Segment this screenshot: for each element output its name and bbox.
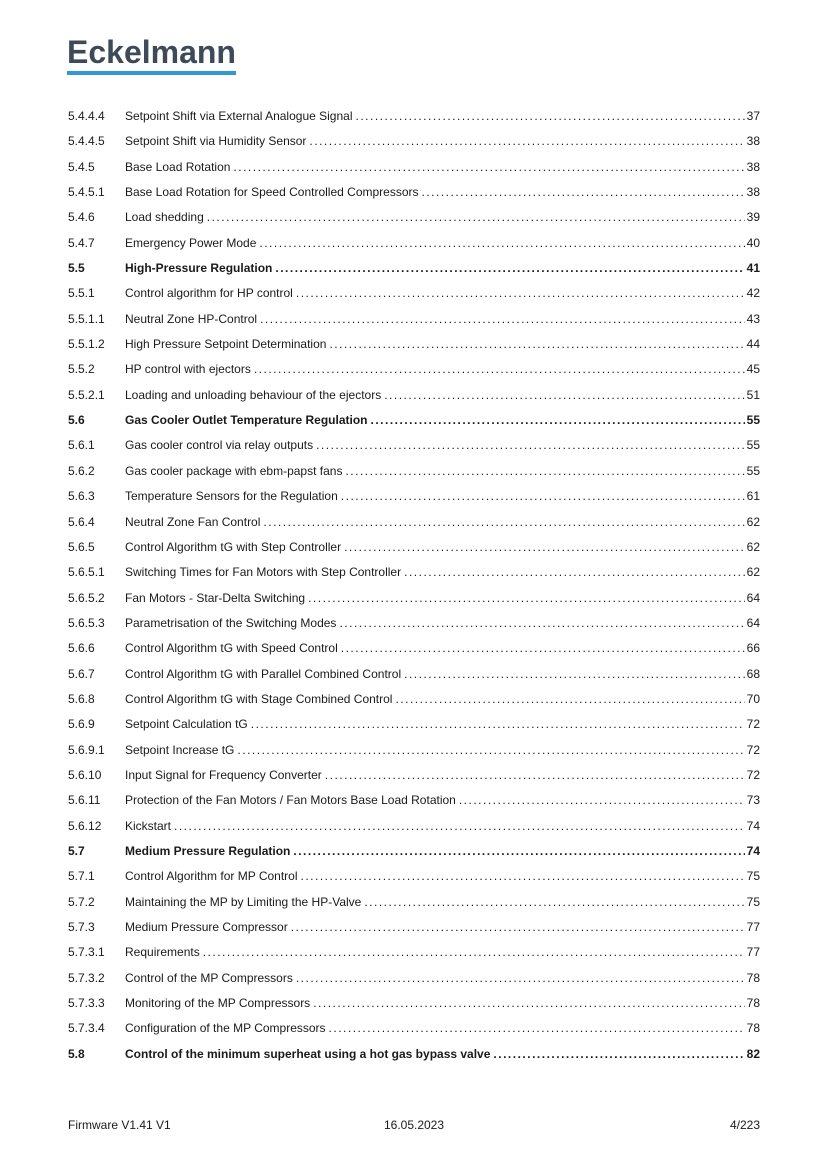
toc-entry-page: 38 (746, 159, 760, 174)
toc-leader-dots (237, 738, 744, 763)
toc-row (68, 459, 760, 484)
toc-leader-dots (233, 155, 744, 180)
toc-entry-number: 5.4.5 (68, 159, 95, 174)
toc-entry-number: 5.5.1.2 (68, 337, 105, 352)
toc-row (68, 1042, 760, 1067)
toc-entry-number: 5.4.5.1 (68, 185, 105, 200)
toc-entry-number: 5.6.5.3 (68, 615, 105, 630)
toc-entry-title: Base Load Rotation (125, 159, 231, 174)
toc-entry-number: 5.5.2 (68, 362, 95, 377)
toc-leader-dots (341, 636, 745, 661)
toc-entry-number: 5.6.4 (68, 514, 95, 529)
toc-entry-page: 77 (746, 920, 760, 934)
toc-row (68, 332, 760, 357)
toc-entry-title: Temperature Sensors for the Regulation (125, 489, 338, 504)
toc-entry-title: Control Algorithm tG with Parallel Combined Control (125, 666, 402, 681)
toc-entry-title: High Pressure Setpoint Determination (125, 337, 327, 352)
toc-leader-dots (422, 180, 745, 205)
toc-entry-page: 38 (746, 134, 760, 149)
toc-row (68, 560, 760, 585)
toc-row (68, 890, 760, 915)
toc-list (68, 104, 760, 1067)
toc-entry-title: Medium Pressure Regulation (125, 843, 291, 858)
toc-entry-page: 75 (746, 869, 760, 884)
toc-row (68, 155, 760, 180)
toc-row (68, 433, 760, 458)
toc-entry-page: 55 (746, 413, 760, 428)
toc-leader-dots (296, 966, 745, 991)
toc-entry-page: 42 (746, 286, 760, 301)
toc-leader-dots (207, 205, 745, 230)
toc-entry-number: 5.6.9.1 (68, 742, 105, 757)
toc-row (68, 915, 760, 940)
toc-entry-page: 77 (746, 945, 760, 960)
toc-entry-title: Setpoint Shift via External Analogue Signal (125, 109, 353, 123)
toc-leader-dots (291, 915, 745, 940)
footer-page-number: 4/223 (729, 1118, 761, 1132)
toc-entry-number: 5.6.8 (68, 691, 95, 706)
toc-row (68, 307, 760, 332)
toc-entry-title: Requirements (125, 945, 200, 960)
toc-row (68, 586, 760, 611)
toc-entry-title: Maintaining the MP by Limiting the HP-Valve (125, 894, 362, 909)
toc-entry-page: 72 (746, 767, 760, 782)
toc-leader-dots (325, 763, 745, 788)
toc-entry-title: Setpoint Shift via Humidity Sensor (125, 134, 307, 149)
toc-entry-title: Control Algorithm for MP Control (125, 869, 298, 884)
toc-entry-page: 68 (746, 666, 760, 681)
toc-entry-number: 5.6.1 (68, 438, 95, 453)
toc-entry-page: 74 (746, 818, 760, 833)
footer-date: 16.05.2023 (383, 1118, 445, 1132)
toc-entry-title: Control of the MP Compressors (125, 970, 293, 985)
toc-entry-title: Fan Motors - Star-Delta Switching (125, 590, 306, 605)
toc-entry-page: 75 (746, 894, 760, 909)
toc-entry-title: Control Algorithm tG with Speed Control (125, 641, 338, 656)
toc-entry-title: Gas cooler control via relay outputs (125, 438, 314, 453)
toc-entry-page: 39 (746, 210, 760, 225)
toc-entry-title: Configuration of the MP Compressors (125, 1021, 326, 1036)
toc-entry-page: 62 (746, 565, 760, 580)
toc-entry-number: 5.5.1.1 (68, 311, 105, 326)
toc-leader-dots (459, 788, 745, 813)
toc-entry-page: 64 (746, 590, 760, 605)
toc-entry-page: 78 (746, 970, 760, 985)
toc-row (68, 814, 760, 839)
toc-entry-title: High-Pressure Regulation (125, 261, 273, 276)
toc-entry-number: 5.6.7 (68, 666, 95, 681)
toc-entry-page: 38 (746, 185, 760, 200)
toc-entry-title: Control of the minimum superheat using a hot gas bypass valve (125, 1046, 491, 1061)
toc-row (68, 763, 760, 788)
toc-entry-title: Control Algorithm tG with Stage Combined Control (125, 691, 393, 706)
toc-leader-dots (404, 560, 745, 585)
toc-leader-dots (329, 1016, 745, 1041)
toc-entry-number: 5.6.2 (68, 463, 95, 478)
page-footer (68, 1118, 760, 1132)
toc-entry-page: 78 (746, 1021, 760, 1036)
toc-row (68, 510, 760, 535)
toc-row (68, 687, 760, 712)
toc-leader-dots (251, 712, 745, 737)
toc-leader-dots (174, 814, 745, 839)
toc-leader-dots (329, 332, 744, 357)
toc-entry-page: 61 (746, 489, 760, 504)
footer-firmware-version: Firmware V1.41 V1 (68, 1118, 171, 1132)
toc-entry-title: Setpoint Calculation tG (125, 717, 248, 732)
toc-leader-dots (308, 586, 745, 611)
toc-entry-title: Kickstart (125, 818, 172, 833)
toc-row (68, 940, 760, 965)
toc-leader-dots (259, 231, 744, 256)
toc-leader-dots (370, 408, 744, 433)
toc-leader-dots (339, 611, 744, 636)
toc-leader-dots (275, 256, 744, 281)
toc-entry-title: Load shedding (125, 210, 204, 225)
toc-entry-number: 5.6.12 (68, 818, 102, 833)
toc-leader-dots (301, 864, 745, 889)
toc-entry-number: 5.6.5 (68, 539, 95, 554)
toc-leader-dots (260, 307, 745, 332)
toc-row (68, 129, 760, 154)
toc-row (68, 1016, 760, 1041)
toc-entry-title: Protection of the Fan Motors / Fan Motors Base Load Rotation (125, 793, 456, 808)
toc-entry-number: 5.6.9 (68, 717, 95, 732)
toc-entry-page: 40 (746, 235, 760, 250)
toc-leader-dots (364, 890, 744, 915)
toc-leader-dots (404, 662, 745, 687)
toc-leader-dots (355, 104, 744, 129)
toc-entry-page: 62 (746, 539, 760, 554)
toc-entry-number: 5.7.2 (68, 894, 95, 909)
toc-entry-number: 5.8 (68, 1046, 85, 1061)
toc-leader-dots (309, 129, 744, 154)
toc-row (68, 712, 760, 737)
toc-row (68, 966, 760, 991)
toc-entry-page: 72 (746, 742, 760, 757)
toc-row (68, 611, 760, 636)
toc-row (68, 357, 760, 382)
toc-entry-number: 5.6 (68, 413, 85, 428)
toc-row (68, 864, 760, 889)
toc-row (68, 636, 760, 661)
toc-entry-title: Control Algorithm tG with Step Controller (125, 539, 342, 554)
toc-row (68, 104, 760, 129)
toc-leader-dots (493, 1042, 744, 1067)
toc-entry-page: 72 (746, 717, 760, 732)
logo-underline (67, 71, 236, 75)
eckelmann-logo (67, 36, 236, 75)
toc-entry-title: Loading and unloading behaviour of the ejectors (125, 387, 382, 402)
toc-entry-title: Input Signal for Frequency Converter (125, 767, 322, 782)
toc-entry-number: 5.6.11 (68, 793, 101, 808)
toc-entry-title: Control algorithm for HP control (125, 286, 293, 301)
toc-entry-title: Base Load Rotation for Speed Controlled Compressors (125, 185, 419, 200)
toc-entry-page: 55 (746, 463, 760, 478)
toc-leader-dots (341, 484, 745, 509)
toc-entry-page: 51 (746, 387, 760, 402)
toc-entry-number: 5.4.7 (68, 235, 95, 250)
toc-entry-title: Emergency Power Mode (125, 235, 257, 250)
toc-entry-title: Gas cooler package with ebm-papst fans (125, 463, 343, 478)
toc-entry-title: Neutral Zone HP-Control (125, 311, 258, 326)
toc-leader-dots (395, 687, 744, 712)
toc-entry-page: 78 (746, 996, 760, 1011)
toc-leader-dots (313, 991, 744, 1016)
toc-row (68, 662, 760, 687)
toc-entry-number: 5.5.2.1 (68, 387, 105, 402)
toc-row (68, 484, 760, 509)
toc-row (68, 256, 760, 281)
toc-entry-page: 43 (746, 311, 760, 326)
toc-entry-number: 5.5.1 (68, 286, 95, 301)
toc-entry-number: 5.7.3.4 (68, 1021, 105, 1036)
toc-entry-number: 5.5 (68, 261, 85, 276)
toc-leader-dots (254, 357, 745, 382)
toc-entry-page: 82 (746, 1046, 760, 1061)
toc-leader-dots (316, 433, 745, 458)
toc-entry-number: 5.6.6 (68, 641, 95, 656)
toc-entry-page: 41 (746, 261, 760, 276)
toc-entry-title: Neutral Zone Fan Control (125, 514, 261, 529)
toc-entry-page: 70 (746, 691, 760, 706)
toc-entry-number: 5.7.1 (68, 869, 95, 884)
toc-entry-page: 62 (746, 514, 760, 529)
toc-entry-page: 37 (746, 109, 760, 123)
toc-row (68, 205, 760, 230)
toc-entry-page: 73 (746, 793, 760, 808)
toc-entry-page: 55 (746, 438, 760, 453)
toc-entry-number: 5.4.6 (68, 210, 95, 225)
toc-entry-page: 64 (746, 615, 760, 630)
toc-leader-dots (344, 535, 745, 560)
toc-entry-page: 45 (746, 362, 760, 377)
toc-entry-page: 74 (746, 843, 760, 858)
toc-entry-number: 5.7.3.3 (68, 996, 105, 1011)
toc-entry-number: 5.7.3.1 (68, 945, 105, 960)
toc-entry-number: 5.6.5.2 (68, 590, 105, 605)
toc-entry-number: 5.7.3 (68, 920, 95, 934)
toc-entry-title: Gas Cooler Outlet Temperature Regulation (125, 413, 368, 428)
toc-entry-title: HP control with ejectors (125, 362, 251, 377)
toc-row (68, 991, 760, 1016)
toc-row (68, 738, 760, 763)
toc-leader-dots (345, 459, 744, 484)
toc-leader-dots (384, 383, 744, 408)
toc-entry-title: Parametrisation of the Switching Modes (125, 615, 337, 630)
toc-entry-number: 5.6.3 (68, 489, 95, 504)
toc-entry-number: 5.6.5.1 (68, 565, 105, 580)
toc-row (68, 231, 760, 256)
toc-leader-dots (293, 839, 744, 864)
logo-text: Eckelmann (67, 34, 236, 70)
toc-entry-page: 66 (746, 641, 760, 656)
toc-row (68, 383, 760, 408)
toc-entry-number: 5.7 (68, 843, 85, 858)
toc-entry-title: Setpoint Increase tG (125, 742, 235, 757)
toc-leader-dots (203, 940, 745, 965)
toc-entry-title: Medium Pressure Compressor (125, 920, 288, 934)
toc-row (68, 281, 760, 306)
toc-row (68, 839, 760, 864)
toc-entry-page: 44 (746, 337, 760, 352)
toc-entry-title: Switching Times for Fan Motors with Step Controller (125, 565, 402, 580)
toc-entry-number: 5.7.3.2 (68, 970, 105, 985)
toc-leader-dots (263, 510, 744, 535)
toc-row (68, 408, 760, 433)
toc-row (68, 788, 760, 813)
toc-entry-number: 5.4.4.4 (68, 109, 105, 123)
toc-entry-number: 5.6.10 (68, 767, 102, 782)
toc-entry-title: Monitoring of the MP Compressors (125, 996, 311, 1011)
toc-leader-dots (296, 281, 745, 306)
toc-row (68, 535, 760, 560)
toc-entry-number: 5.4.4.5 (68, 134, 105, 149)
toc-row (68, 180, 760, 205)
